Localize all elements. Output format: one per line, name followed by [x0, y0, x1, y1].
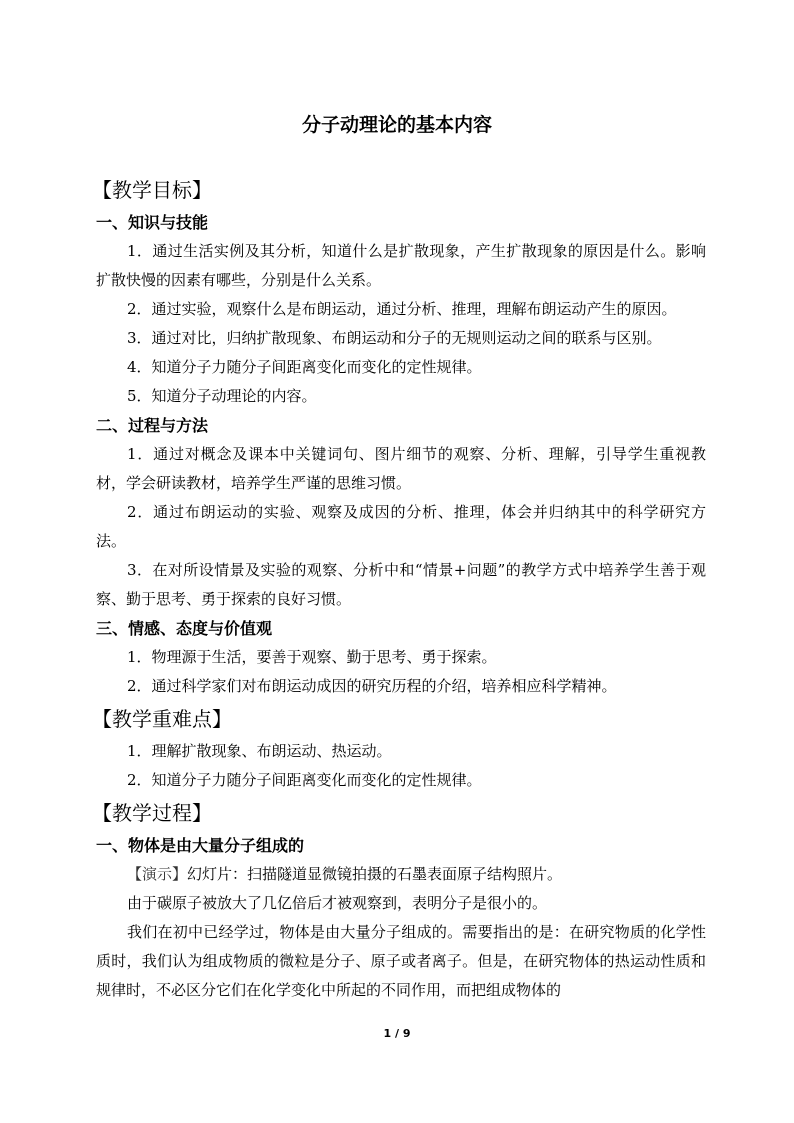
- list-item: 2．通过实验，观察什么是布朗运动，通过分析、推理，理解布朗运动产生的原因。: [127, 300, 677, 318]
- demo-tag: 【演示】: [127, 865, 188, 883]
- molecules-heading: 一、物体是由大量分子组成的: [96, 836, 305, 855]
- demo-text: 幻灯片：扫描隧道显微镜拍摄的石墨表面原子结构照片。: [187, 865, 563, 883]
- list-item: 1．通过对概念及课本中关键词句、图片细节的观察、分析、理解，引导学生重视教材，学会研读教材，培养学生严谨的思维习惯。: [96, 445, 706, 492]
- list-item: 5．知道分子动理论的内容。: [127, 387, 317, 405]
- list-item: 4．知道分子力随分子间距离变化而变化的定性规律。: [127, 358, 482, 376]
- list-item: 2．知道分子力随分子间距离变化而变化的定性规律。: [127, 771, 482, 789]
- list-item: 1．通过生活实例及其分析，知道什么是扩散现象，产生扩散现象的原因是什么。影响扩散快慢的因素有哪些，分别是什么关系。: [96, 242, 706, 289]
- document-body: [92, 172, 706, 1005]
- page-title: 分子动理论的基本内容: [301, 114, 492, 136]
- list-item: 2．通过布朗运动的实验、观察及成因的分析、推理，体会并归纳其中的科学研究方法。: [96, 503, 706, 550]
- teaching-goals-heading: 【教学目标】: [92, 178, 212, 202]
- attitude-values-heading: 三、情感、态度与价值观: [96, 619, 273, 638]
- list-item: 3．通过对比，归纳扩散现象、布朗运动和分子的无规则运动之间的联系与区别。: [127, 329, 662, 347]
- demo-paragraph: [96, 860, 706, 889]
- process-methods-heading: 二、过程与方法: [96, 416, 209, 435]
- page-number: 1 / 9: [383, 1027, 411, 1040]
- teaching-process-heading: 【教学过程】: [92, 801, 212, 825]
- key-points-heading: 【教学重难点】: [92, 707, 232, 731]
- list-item: 2．通过科学家们对布朗运动成因的研究历程的介绍，培养相应科学精神。: [127, 677, 617, 695]
- list-item: 1．理解扩散现象、布朗运动、热运动。: [127, 742, 392, 760]
- list-item: 3．在对所设情景及实验的观察、分析中和“情景+问题”的教学方式中培养学生善于观察、勤于思考、勇于探索的良好习惯。: [96, 561, 706, 608]
- body-paragraph: 由于碳原子被放大了几亿倍后才被观察到，表明分子是很小的。: [127, 894, 548, 912]
- list-item: 1．物理源于生活，要善于观察、勤于思考、勇于探索。: [127, 648, 497, 666]
- body-paragraph: 我们在初中已经学过，物体是由大量分子组成的。需要指出的是：在研究物质的化学性质时，我们认为组成物质的微粒是分子、原子或者离子。但是，在研究物体的热运动性质和规律时，不必区分它们在化学变化中所起的不同作用，而把组成物体的: [96, 923, 706, 999]
- knowledge-skills-heading: 一、知识与技能: [96, 213, 209, 232]
